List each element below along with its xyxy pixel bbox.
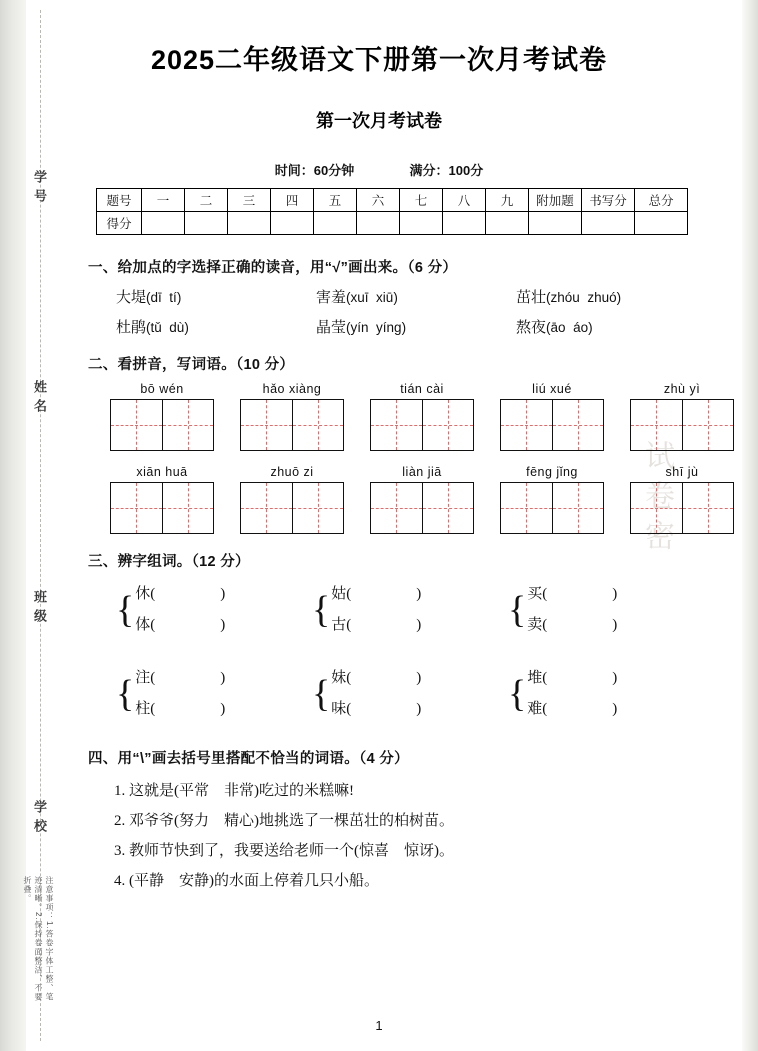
tianzige-pinyin-10: shī jù <box>665 465 699 479</box>
page-subtitle: 第一次月考试卷 <box>316 111 442 131</box>
exam-content <box>88 256 728 912</box>
tianzige-pinyin-9: fēng jǐng <box>526 465 578 479</box>
char-pair-group-5 <box>312 663 508 725</box>
score-table-row-label-1: 得分 <box>97 212 142 235</box>
tianzige-boxes-9[interactable] <box>500 482 604 534</box>
char-2a: 姑 <box>331 586 347 602</box>
char-pair-group-3 <box>508 579 704 641</box>
tianzige-boxes-10[interactable] <box>630 482 734 534</box>
tianzige-group-8 <box>370 465 474 534</box>
tianzige-boxes-6[interactable] <box>110 482 214 534</box>
char-1b: 体 <box>135 617 151 633</box>
answer-blank[interactable]: ( ) <box>346 670 423 686</box>
score-cell-total[interactable] <box>635 212 688 235</box>
q1-word-6: 熬夜 <box>516 320 547 336</box>
tianzige-cell[interactable] <box>292 400 344 450</box>
tianzige-boxes-1[interactable] <box>110 399 214 451</box>
q1-item-5[interactable]: 晶莹(yín yíng) <box>316 320 407 336</box>
char-pair-group-6 <box>508 663 704 725</box>
answer-blank[interactable]: ( ) <box>542 586 619 602</box>
tianzige-group-4 <box>500 382 604 451</box>
tianzige-cell[interactable] <box>682 400 734 450</box>
q1-word-3: 茁壮 <box>516 290 547 306</box>
tianzige-pinyin-3: tián cài <box>400 382 444 396</box>
char-4b: 柱 <box>135 701 151 717</box>
q1-opt-6b[interactable]: áo <box>573 320 589 335</box>
q1-opt-1a[interactable]: dī <box>150 290 162 305</box>
score-cell-8[interactable] <box>443 212 486 235</box>
page-number: 1 <box>375 1018 383 1033</box>
char-pairs-row-1 <box>116 579 728 641</box>
answer-blank[interactable]: ( ) <box>150 670 227 686</box>
q1-item-4[interactable]: 杜鹃(tǔ dù) <box>116 320 189 336</box>
tianzige-cell[interactable] <box>162 400 214 450</box>
tianzige-cell[interactable] <box>682 483 734 533</box>
char-3b: 卖 <box>527 617 543 633</box>
answer-blank[interactable]: ( ) <box>346 586 423 602</box>
char-4a: 注 <box>135 670 151 686</box>
char-pairs-area <box>116 579 728 725</box>
score-table-col-9: 九 <box>486 189 529 212</box>
answer-blank[interactable]: ( ) <box>542 670 619 686</box>
tianzige-group-2 <box>240 382 344 451</box>
tianzige-pinyin-8: liàn jiā <box>402 465 442 479</box>
tianzige-group-5 <box>630 382 734 451</box>
tianzige-pinyin-5: zhù yì <box>663 382 701 396</box>
char-pairs-row-2 <box>116 663 728 725</box>
tianzige-cell[interactable] <box>422 400 474 450</box>
char-pair-group-1 <box>116 579 312 641</box>
char-3a: 买 <box>527 586 543 602</box>
char-6a: 堆 <box>527 670 543 686</box>
tianzige-group-3 <box>370 382 474 451</box>
q1-opt-2b[interactable]: xiū <box>376 290 394 305</box>
question-2-heading: 二、看拼音，写词语。（10 分） <box>88 357 295 373</box>
score-table-col-writing: 书写分 <box>582 189 635 212</box>
score-cell-1[interactable] <box>142 212 185 235</box>
tianzige-cell[interactable] <box>111 483 162 533</box>
q1-word-1: 大堤 <box>116 290 147 306</box>
tianzige-cell[interactable] <box>552 400 604 450</box>
score-cell-7[interactable] <box>400 212 443 235</box>
score-cell-extra[interactable] <box>529 212 582 235</box>
tianzige-pinyin-4: liú xué <box>532 382 572 396</box>
tianzige-pinyin-1: bō wén <box>140 382 184 396</box>
char-6b: 难 <box>527 701 543 717</box>
tianzige-row-2 <box>110 465 728 534</box>
score-cell-2[interactable] <box>185 212 228 235</box>
score-table-col-4: 四 <box>271 189 314 212</box>
tianzige-pinyin-7: zhuō zi <box>270 465 314 479</box>
tianzige-group-1 <box>110 382 214 451</box>
tianzige-cell[interactable] <box>501 400 552 450</box>
list-item[interactable]: 2. 邓爷爷(努力 精心)地挑选了一棵茁壮的柏树苗。 <box>114 813 454 829</box>
question-4 <box>88 747 728 896</box>
score-table-col-2: 二 <box>185 189 228 212</box>
paper-right-edge <box>742 0 758 1051</box>
tianzige-pinyin-6: xiān huā <box>136 465 188 479</box>
tianzige-group-7 <box>240 465 344 534</box>
list-item[interactable]: 1. 这就是(平常 非常)吃过的米糕嘛! <box>114 783 354 799</box>
score-table-col-7: 七 <box>400 189 443 212</box>
question-3-heading: 三、辨字组词。（12 分） <box>88 554 250 570</box>
margin-label-school: 学校 <box>32 800 47 838</box>
tianzige-area <box>110 382 728 534</box>
char-5b: 味 <box>331 701 347 717</box>
brace-icon: { <box>116 589 135 631</box>
tianzige-group-9 <box>500 465 604 534</box>
margin-label-student-id: 学号 <box>32 170 47 208</box>
char-2b: 古 <box>331 617 347 633</box>
margin-label-name: 姓名 <box>32 380 47 418</box>
tianzige-cell[interactable] <box>162 483 214 533</box>
score-table <box>96 188 688 235</box>
char-1a: 休 <box>135 586 151 602</box>
q1-opt-6a[interactable]: āo <box>550 320 566 335</box>
score-table-col-total: 总分 <box>635 189 688 212</box>
sentence-list <box>114 776 728 896</box>
q1-opt-3b[interactable]: zhuó <box>587 290 617 305</box>
answer-blank[interactable]: ( ) <box>542 701 619 717</box>
char-5a: 妹 <box>331 670 347 686</box>
exam-time: 时间：60分钟 <box>274 163 355 178</box>
tianzige-cell[interactable] <box>241 400 292 450</box>
score-table-col-5: 五 <box>314 189 357 212</box>
q1-opt-5a[interactable]: yín <box>350 320 369 335</box>
score-table-col-8: 八 <box>443 189 486 212</box>
tianzige-cell[interactable] <box>552 483 604 533</box>
tianzige-group-10 <box>630 465 734 534</box>
score-cell-9[interactable] <box>486 212 529 235</box>
tianzige-cell[interactable] <box>241 483 292 533</box>
q1-word-4: 杜鹃 <box>116 320 147 336</box>
exam-total-score: 满分：100分 <box>409 163 484 178</box>
table-row-scores <box>97 212 688 235</box>
question-1 <box>88 256 728 337</box>
answer-blank[interactable]: ( ) <box>150 586 227 602</box>
score-cell-writing[interactable] <box>582 212 635 235</box>
char-pair-group-4 <box>116 663 312 725</box>
question-1-heading: 一、给加点的字选择正确的读音，用“√”画出来。（6 分） <box>88 260 458 276</box>
tianzige-cell[interactable] <box>422 483 474 533</box>
q1-opt-4a[interactable]: tǔ <box>150 320 162 335</box>
watermark: 试卷密 <box>640 440 673 560</box>
question-2 <box>88 353 728 534</box>
q1-item-2[interactable]: 害羞(xuī xiū) <box>316 290 398 306</box>
q1-opt-1b[interactable]: tí <box>169 290 177 305</box>
tianzige-cell[interactable] <box>631 483 682 533</box>
tianzige-boxes-3[interactable] <box>370 399 474 451</box>
score-cell-5[interactable] <box>314 212 357 235</box>
score-table-col-3: 三 <box>228 189 271 212</box>
q1-item-6[interactable]: 熬夜(āo áo) <box>516 320 593 336</box>
answer-blank[interactable]: ( ) <box>346 617 423 633</box>
tianzige-boxes-8[interactable] <box>370 482 474 534</box>
list-item[interactable]: 3. 教师节快到了，我要送给老师一个(惊喜 惊讶)。 <box>114 843 454 859</box>
q1-word-5: 晶莹 <box>316 320 347 336</box>
tianzige-cell[interactable] <box>111 400 162 450</box>
q1-word-2: 害羞 <box>316 290 347 306</box>
table-row-question-numbers <box>97 189 688 212</box>
tianzige-group-6 <box>110 465 214 534</box>
tianzige-cell[interactable] <box>292 483 344 533</box>
tianzige-boxes-7[interactable] <box>240 482 344 534</box>
list-item[interactable]: 4. (平静 安静)的水面上停着几只小船。 <box>114 873 379 889</box>
tianzige-row-1 <box>110 382 728 451</box>
score-cell-4[interactable] <box>271 212 314 235</box>
q1-item-1[interactable]: 大堤(dī tí) <box>116 290 182 306</box>
brace-icon: { <box>508 673 527 715</box>
q1-opt-3a[interactable]: zhóu <box>550 290 580 305</box>
answer-blank[interactable]: ( ) <box>150 701 227 717</box>
question-4-heading: 四、用“\”画去括号里搭配不恰当的词语。（4 分） <box>88 751 409 767</box>
tianzige-boxes-5[interactable] <box>630 399 734 451</box>
tianzige-cell[interactable] <box>371 400 422 450</box>
answer-blank[interactable]: ( ) <box>542 617 619 633</box>
margin-label-column <box>30 150 60 910</box>
page-title: 2025二年级语文下册第一次月考试卷 <box>150 45 608 75</box>
tianzige-boxes-4[interactable] <box>500 399 604 451</box>
score-table-col-6: 六 <box>357 189 400 212</box>
question-1-row-2 <box>116 316 728 337</box>
q1-opt-2a[interactable]: xuī <box>350 290 369 305</box>
q1-opt-5b[interactable]: yíng <box>376 320 402 335</box>
exam-meta <box>0 160 758 179</box>
q1-opt-4b[interactable]: dù <box>169 320 185 335</box>
q1-item-3[interactable]: 茁壮(zhóu zhuó) <box>516 290 622 306</box>
score-table-col-extra: 附加题 <box>529 189 582 212</box>
brace-icon: { <box>312 589 331 631</box>
tianzige-cell[interactable] <box>501 483 552 533</box>
margin-note: 注意事项：1.答卷字体工整、笔迹清晰。2.保持卷面整洁，不要折叠。 <box>23 876 54 1002</box>
answer-blank[interactable]: ( ) <box>150 617 227 633</box>
question-3 <box>88 550 728 725</box>
tianzige-boxes-2[interactable] <box>240 399 344 451</box>
answer-blank[interactable]: ( ) <box>346 701 423 717</box>
score-table-row-label-0: 题号 <box>97 189 142 212</box>
char-pair-group-2 <box>312 579 508 641</box>
brace-icon: { <box>116 673 135 715</box>
tianzige-pinyin-2: hǎo xiàng <box>262 382 322 396</box>
tianzige-cell[interactable] <box>631 400 682 450</box>
score-cell-6[interactable] <box>357 212 400 235</box>
tianzige-cell[interactable] <box>371 483 422 533</box>
margin-label-class: 班级 <box>32 590 47 628</box>
brace-icon: { <box>312 673 331 715</box>
brace-icon: { <box>508 589 527 631</box>
score-table-col-1: 一 <box>142 189 185 212</box>
score-cell-3[interactable] <box>228 212 271 235</box>
question-1-row-1 <box>116 286 728 307</box>
